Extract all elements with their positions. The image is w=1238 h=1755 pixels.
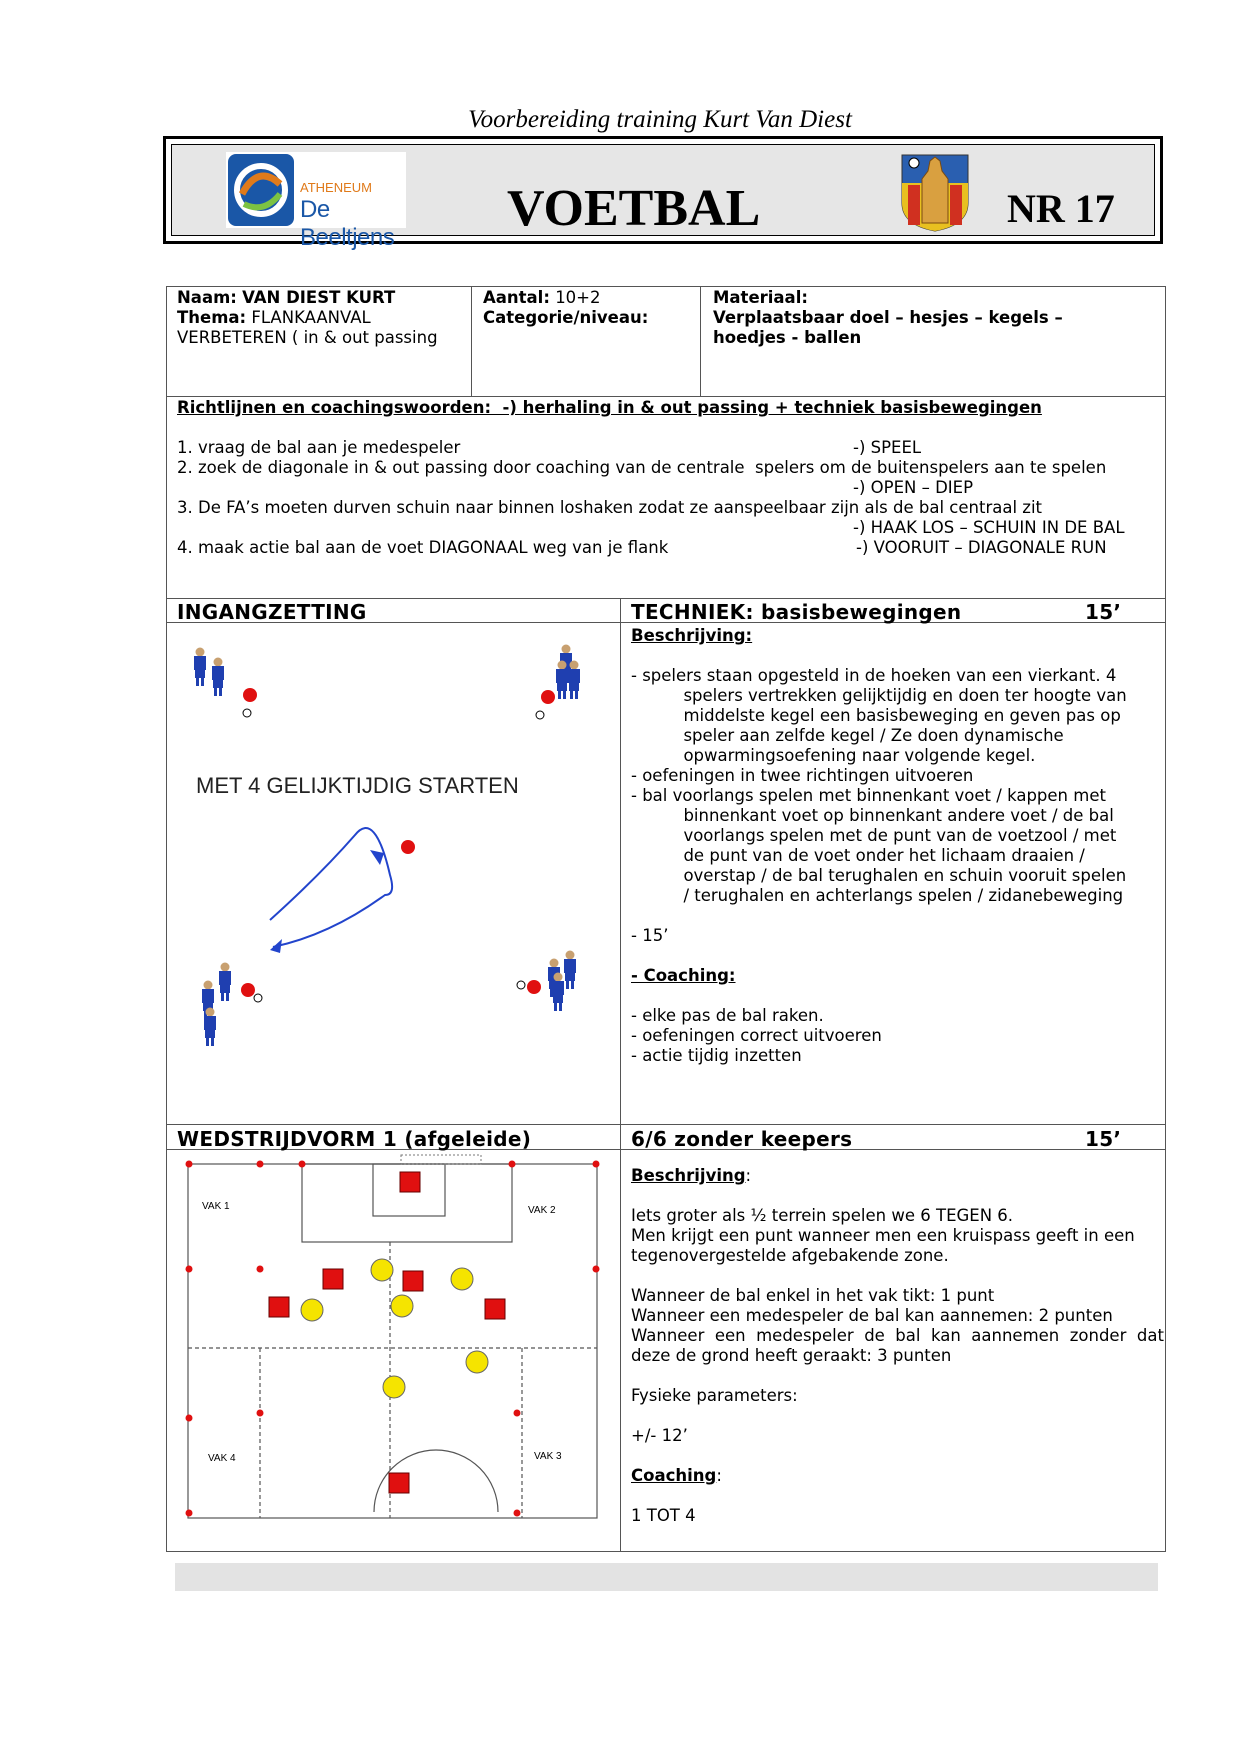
naam-row: Naam: VAN DIEST KURT (177, 288, 396, 307)
diagram-caption: MET 4 GELIJKTIJDIG STARTEN (196, 773, 519, 798)
arrow-head-icon (370, 850, 384, 865)
rule-line: Iets groter als ½ terrein spelen we 6 TEGEN 6. (631, 1206, 1014, 1225)
ball-icon (243, 709, 251, 717)
points-line: Wanneer een medespeler de bal kan aannemen zonder dat (631, 1326, 1164, 1345)
description-line: middelste kegel een basisbeweging en geven pas op (631, 706, 1121, 725)
zone-label: VAK 2 (528, 1205, 556, 1216)
cue-4: -) VOORUIT – DIAGONALE RUN (856, 538, 1107, 557)
richtlijnen-heading: Richtlijnen en coachingswoorden: -) herhaling in & out passing + techniek basisbewegingen (177, 398, 1042, 417)
description-line: opwarmingsoefening naar volgende kegel. (631, 746, 1036, 765)
points-line: Wanneer een medespeler de bal kan aannemen: 2 punten (631, 1306, 1113, 1325)
divider (700, 286, 701, 396)
fysieke-value: +/- 12’ (631, 1426, 688, 1445)
aantal-row: Aantal: 10+2 (483, 288, 601, 307)
header-banner (163, 136, 1163, 251)
divider (166, 598, 1166, 599)
swirl-icon (228, 154, 294, 226)
divider (166, 396, 1166, 397)
team-red (269, 1172, 505, 1493)
description-line: / terughalen en achterlangs spelen / zidanebeweging (631, 886, 1124, 905)
divider (620, 598, 621, 1552)
arrow-head-icon (270, 939, 282, 953)
zone-label: VAK 4 (208, 1453, 236, 1464)
ball-icon (536, 711, 544, 719)
ball-icon (254, 994, 262, 1002)
section1-right-title: TECHNIEK: basisbewegingen (631, 600, 962, 624)
points-line: deze de grond heeft geraakt: 3 punten (631, 1346, 952, 1365)
cone (541, 690, 555, 704)
sheet-number: NR 17 (1007, 186, 1115, 231)
coaching-label: - Coaching: (631, 966, 736, 985)
description-line: de punt van de voet onder het lichaam draaien / (631, 846, 1085, 865)
player-group-top-right (536, 645, 580, 720)
section1-duration: 15’ (1085, 600, 1122, 624)
points-line: Wanneer de bal enkel in het vak tikt: 1 punt (631, 1286, 995, 1305)
page-title: VOETBAL (507, 180, 761, 237)
player-group-bottom-left (202, 963, 262, 1047)
school-logo (226, 152, 406, 251)
coaching-line: - actie tijdig inzetten (631, 1046, 802, 1065)
materiaal-line1: Verplaatsbaar doel – hesjes – kegels – (713, 308, 1063, 327)
section2-right-title: 6/6 zonder keepers (631, 1127, 853, 1151)
description-line: - oefeningen in twee richtingen uitvoeren (631, 766, 974, 785)
section2-left-title: WEDSTRIJDVORM 1 (afgeleide) (177, 1127, 532, 1151)
categorie-label: Categorie/niveau: (483, 308, 649, 327)
cue-3: -) HAAK LOS – SCHUIN IN DE BAL (853, 518, 1125, 537)
description-line: speler aan zelfde kegel / Ze doen dynamische (631, 726, 1064, 745)
pitch-diagram (172, 1151, 616, 1548)
footer-bar (175, 1563, 1158, 1591)
coaching-line: - elke pas de bal raken. (631, 1006, 824, 1025)
coaching-heading: Coaching: (631, 1466, 722, 1485)
thema-row: Thema: FLANKAANVAL (177, 308, 371, 327)
coaching-value: 1 TOT 4 (631, 1506, 696, 1525)
beschrijving-label: Beschrijving: (631, 626, 753, 645)
rule-line: Men krijgt een punt wanneer men een kruispass geeft in een (631, 1226, 1135, 1245)
document-title: Voorbereiding training Kurt Van Diest (468, 106, 852, 133)
materiaal-line2: hoedjes - ballen (713, 328, 862, 347)
time-line: - 15’ (631, 926, 669, 945)
divider (471, 286, 472, 396)
divider (166, 1124, 1166, 1125)
cone (527, 980, 541, 994)
logo-line1: ATHENEUM (300, 180, 372, 195)
cone (241, 983, 255, 997)
player-group-bottom-right (517, 951, 576, 1012)
guideline-4: 4. maak actie bal aan de voet DIAGONAAL weg van je flank (177, 538, 669, 557)
description-line: voorlangs spelen met de punt van de voetzool / met (631, 826, 1117, 845)
description-line: - spelers staan opgesteld in de hoeken van een vierkant. 4 (631, 666, 1117, 685)
guideline-2: 2. zoek de diagonale in & out passing door coaching van de centrale spelers om de buitenspelers aan te spelen (177, 458, 1107, 477)
center-cone (401, 840, 415, 854)
cue-2: -) OPEN – DIEP (853, 478, 974, 497)
materiaal-label: Materiaal: (713, 288, 808, 307)
description-line: binnenkant voet op binnenkant andere voet / de bal (631, 806, 1114, 825)
description-line: - bal voorlangs spelen met binnenkant voet / kappen met (631, 786, 1106, 805)
section1-left-title: INGANGZETTING (177, 600, 367, 624)
player-group-top-left (194, 648, 257, 718)
warmup-diagram (170, 625, 618, 1121)
goal-net (401, 1155, 481, 1164)
cone (243, 688, 257, 702)
thema-row-2: VERBETEREN ( in & out passing (177, 328, 438, 347)
rule-line: tegenovergestelde afgebakende zone. (631, 1246, 949, 1265)
description-line: spelers vertrekken gelijktijdig en doen ter hoogte van (631, 686, 1127, 705)
town-crest-icon (900, 153, 970, 233)
section2-duration: 15’ (1085, 1127, 1122, 1151)
coaching-line: - oefeningen correct uitvoeren (631, 1026, 882, 1045)
zone-label: VAK 3 (534, 1451, 562, 1462)
guideline-1: 1. vraag de bal aan je medespeler (177, 438, 461, 457)
cue-1: -) SPEEL (853, 438, 922, 457)
logo-line2: De Beeltjens (300, 196, 395, 251)
description-line: overstap / de bal terughalen en schuin vooruit spelen (631, 866, 1127, 885)
ball-icon (517, 981, 525, 989)
movement-arrow (270, 828, 392, 947)
zone-label: VAK 1 (202, 1201, 230, 1212)
guideline-3: 3. De FA’s moeten durven schuin naar binnen loshaken zodat ze aanspeelbaar zijn als de bal centraal zit (177, 498, 1043, 517)
beschrijving-heading: Beschrijving: (631, 1166, 752, 1185)
fysieke-label: Fysieke parameters: (631, 1386, 798, 1405)
